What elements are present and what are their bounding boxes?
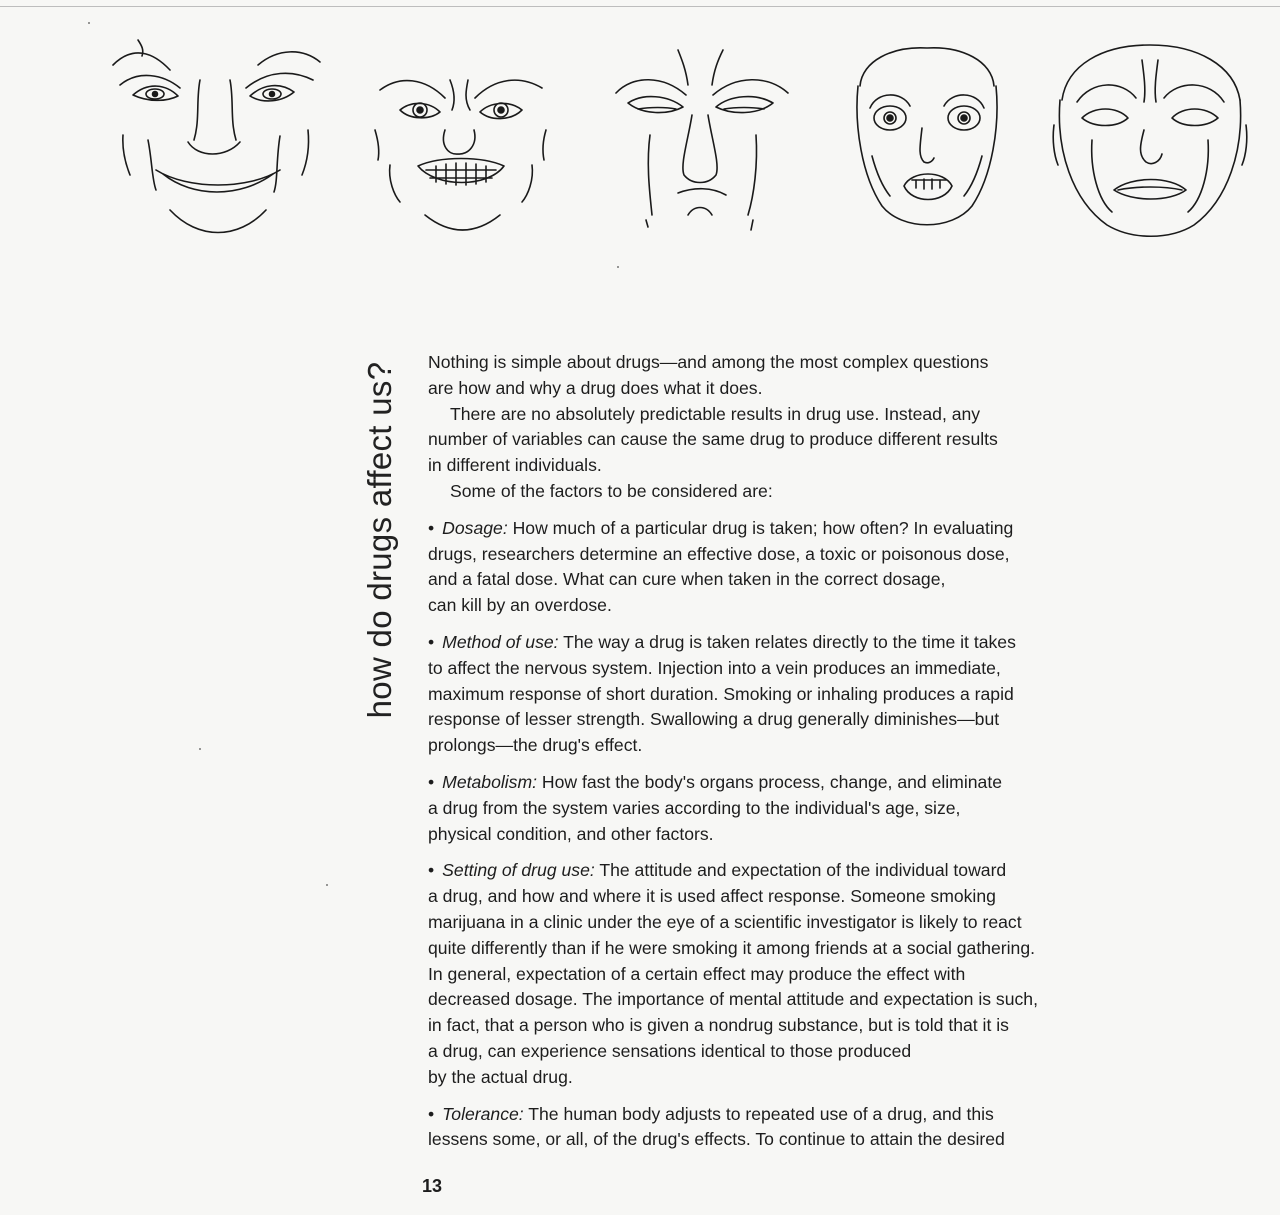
snarling-face-sketch [370, 70, 552, 238]
scan-speck [88, 22, 90, 24]
intro-paragraph-1 [428, 350, 1138, 402]
text-line: decreased dosage. The importance of mental attitude and expectation is such, [428, 989, 1038, 1010]
intro-paragraph-3 [428, 479, 1138, 505]
page-number: 13 [422, 1176, 443, 1196]
text-line: number of variables can cause the same drug to produce different results [428, 429, 998, 450]
factor-term: Setting of drug use: [442, 860, 595, 881]
text-line: The way a drug is taken relates directly to the time it takes [558, 631, 1016, 652]
bullet-icon: • [428, 1103, 435, 1124]
grinning-face-sketch [108, 40, 323, 240]
text-line: physical condition, and other factors. [428, 823, 714, 844]
text-line: in different individuals. [428, 455, 602, 476]
factor-term: Method of use: [442, 631, 559, 652]
factor-term: Tolerance: [442, 1103, 524, 1124]
text-line: response of lesser strength. Swallowing a drug generally diminishes—but [428, 709, 1000, 730]
text-line: in fact, that a person who is given a nondrug substance, but is told that it is [428, 1015, 1009, 1036]
article-body [428, 350, 1138, 1153]
text-line: by the actual drug. [428, 1066, 573, 1087]
text-line: In general, expectation of a certain effect may produce the effect with [428, 963, 966, 984]
factor-setting-of-drug-use [428, 858, 1138, 1090]
rotated-page-heading: how do drugs affect us? [361, 361, 398, 719]
text-line: quite differently than if he were smoking it among friends at a social gathering. [428, 937, 1036, 958]
text-line: Some of the factors to be considered are: [450, 480, 773, 501]
scan-speck [199, 748, 201, 750]
factor-tolerance [428, 1102, 1138, 1154]
text-line: There are no absolutely predictable results in drug use. Instead, any [450, 403, 981, 424]
scan-speck [617, 266, 619, 268]
factor-dosage [428, 516, 1138, 619]
factor-method-of-use [428, 630, 1138, 759]
bullet-icon: • [428, 860, 435, 881]
face-illustrations [0, 0, 1280, 270]
text-line: can kill by an overdose. [428, 595, 612, 616]
bullet-icon: • [428, 517, 435, 538]
text-line: are how and why a drug does what it does. [428, 377, 763, 398]
scowling-face-sketch [608, 45, 793, 235]
text-line: a drug from the system varies according to the individual's age, size, [428, 797, 961, 818]
text-line: drugs, researchers determine an effective dose, a toxic or poisonous dose, [428, 543, 1010, 564]
text-line: marijuana in a clinic under the eye of a scientific investigator is likely to react [428, 911, 1022, 932]
text-line: The attitude and expectation of the individual toward [594, 860, 1007, 881]
text-line: The human body adjusts to repeated use of a drug, and this [523, 1103, 994, 1124]
text-line: How much of a particular drug is taken; how often? In evaluating [507, 517, 1014, 538]
bullet-icon: • [428, 771, 435, 792]
text-line: Nothing is simple about drugs—and among the most complex questions [428, 352, 989, 372]
text-line: a drug, can experience sensations identical to those produced [428, 1040, 912, 1061]
bullet-icon: • [428, 631, 435, 652]
text-line: a drug, and how and where it is used affect response. Someone smoking [428, 886, 996, 907]
factor-term: Metabolism: [442, 771, 538, 792]
text-line: prolongs—the drug's effect. [428, 735, 643, 756]
scan-speck [326, 884, 328, 886]
text-line: and a fatal dose. What can cure when taken in the correct dosage, [428, 569, 946, 590]
text-line: lessens some, or all, of the drug's effects. To continue to attain the desired [428, 1129, 1005, 1150]
factor-metabolism [428, 770, 1138, 847]
text-line: How fast the body's organs process, change, and eliminate [537, 771, 1002, 792]
distressed-face-sketch [1052, 40, 1247, 240]
text-line: maximum response of short duration. Smoking or inhaling produces a rapid [428, 683, 1014, 704]
frightened-face-sketch [852, 46, 1002, 238]
factor-term: Dosage: [442, 517, 508, 538]
text-line: to affect the nervous system. Injection into a vein produces an immediate, [428, 657, 1001, 678]
intro-paragraph-2 [428, 402, 1138, 479]
